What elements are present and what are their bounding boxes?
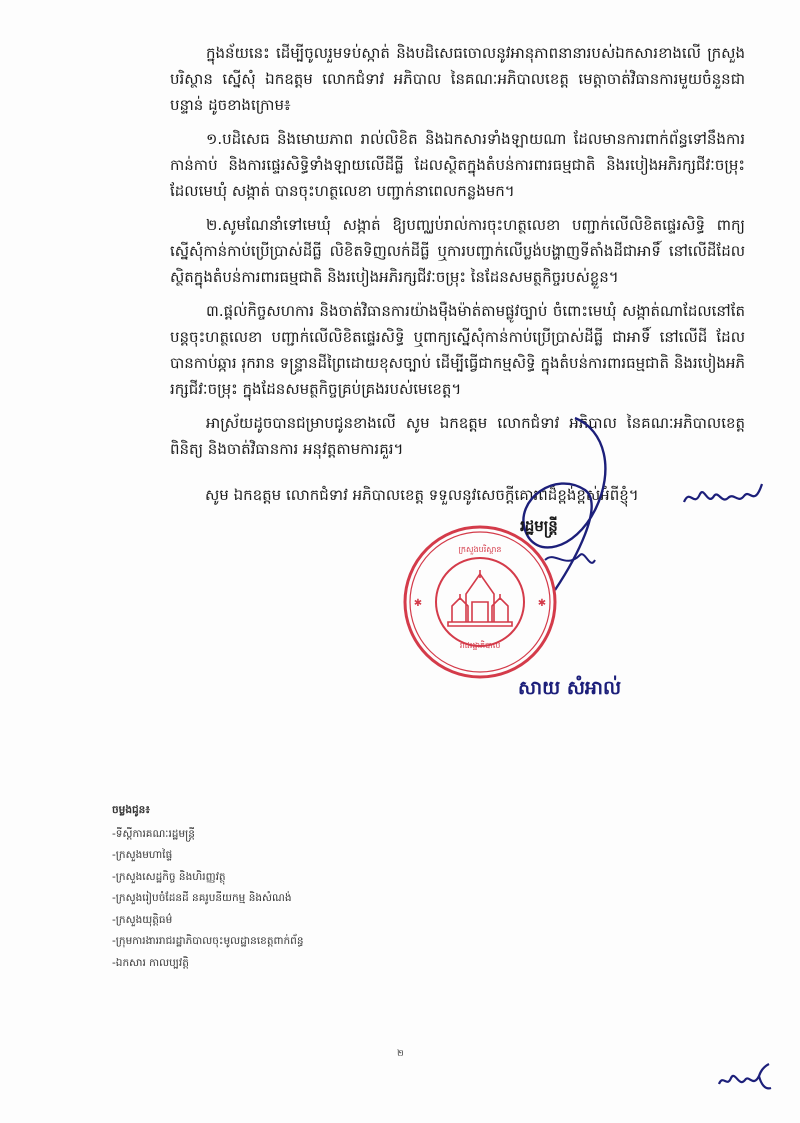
paragraph-item-3: ៣.ផ្តល់កិច្ចសហការ និងចាត់វិធានការយ៉ាងម៉ឺងម៉ាត់តាមផ្លូវច្បាប់ ចំពោះមេឃុំ សង្កាត់ណាដែលនៅតែបន្តចុះហត្ថលេខា បញ្ជាក់លើលិខិតផ្ទេរសិទ្ធិ ឬពាក្យស្នើសុំកាន់កាប់ប្រើប្រាស់ដីធ្លី ជាអាទិ៍ នៅលើដី ដែលបានកាប់ឆ្ការ រុករាន ទន្ទ្រានដីព្រៃដោយខុសច្បាប់ ដើម្បីធ្វើជាកម្មសិទ្ធិ ក្នុងតំបន់ការពារធម្មជាតិ និងរបៀងអភិរក្សជីវៈចម្រុះ ក្នុងដែនសមត្ថកិច្ចគ្រប់គ្រងរបស់មេខេត្ត។ bbox=[170, 302, 745, 398]
paragraph-conclusion: អាស្រ័យដូចបានជម្រាបជូនខាងលើ សូម ឯកឧត្តម លោកជំទាវ អភិបាល នៃគណៈអភិបាលខេត្ត ពិនិត្យ និងចាត់វិធានការ អនុវត្តតាមការគួរ។ bbox=[170, 414, 745, 458]
ministry-seal-icon bbox=[400, 522, 560, 682]
page-number: ២ bbox=[397, 1049, 404, 1059]
seal-bottom-text: រាជរដ្ឋាភិបាល bbox=[459, 641, 501, 650]
page-initials-icon bbox=[715, 1060, 775, 1094]
svg-text:✱: ✱ bbox=[413, 598, 423, 609]
closing-line: សូម ឯកឧត្តម លោកជំទាវ អភិបាលខេត្ត ទទួលនូវសេចក្តីគោរពដ៏ខ្ពង់ខ្ពស់អំពីខ្ញុំ។ bbox=[205, 486, 639, 504]
svg-text:✱: ✱ bbox=[537, 598, 547, 609]
recipient-item: -ក្រសួងមហាផ្ទៃ bbox=[112, 849, 173, 861]
signer-title: រដ្ឋមន្ត្រី bbox=[520, 517, 558, 535]
paragraph-item-1: ១.បដិសេធ និងមោឃភាព រាល់លិខិត និងឯកសារទាំងឡាយណា ដែលមានការពាក់ព័ន្ធទៅនឹងការកាន់កាប់ និងការផ្ទេរសិទ្ធិទាំងឡាយលើដីធ្លី ដែលស្ថិតក្នុងតំបន់ការពារធម្មជាតិ និងរបៀងអភិរក្សជីវៈចម្រុះ ដែលមេឃុំ សង្កាត់ បានចុះហត្ថលេខា បញ្ជាក់នាពេលកន្លងមក។ bbox=[170, 130, 745, 200]
recipient-item: -ទីស្តីការគណៈរដ្ឋមន្ត្រី bbox=[112, 827, 195, 840]
initial-scribble-icon bbox=[680, 478, 770, 514]
recipient-item: -ក្រសួងសេដ្ឋកិច្ច និងហិរញ្ញវត្ថុ bbox=[112, 870, 226, 883]
letter-body bbox=[170, 40, 745, 470]
paragraph-item-2: ២.សូមណែនាំទៅមេឃុំ សង្កាត់ ឱ្យបញ្ឈប់រាល់ការចុះហត្ថលេខា បញ្ជាក់លើលិខិតផ្ទេរសិទ្ធិ ពាក្យស្នើសុំកាន់កាប់ប្រើប្រាស់ដីធ្លី លិខិតទិញលក់ដីធ្លី ឬការបញ្ជាក់លើប្លង់បង្ហាញទីតាំងដីជាអាទិ៍ នៅលើដីដែលស្ថិតក្នុងតំបន់ការពារធម្មជាតិ និងរបៀងអភិរក្សជីវៈចម្រុះ នៃដែនសមត្ថកិច្ចរបស់ខ្លួន។ bbox=[170, 216, 745, 286]
copy-to-list bbox=[112, 800, 304, 974]
recipient-item: -ក្រសួងយុត្តិធម៌ bbox=[112, 913, 173, 926]
recipient-item: -ក្រសួងរៀបចំដែនដី នគរូបនីយកម្ម និងសំណង់ bbox=[112, 892, 292, 904]
signer-name: សាយ សំអាល់ bbox=[518, 677, 622, 699]
copy-to-heading: ចម្លងជូន៖ bbox=[112, 804, 150, 816]
paragraph-intro: ក្នុងន័យនេះ ដើម្បីចូលរួមទប់ស្កាត់ និងបដិសេធចោលនូវអានុភាពនានារបស់ឯកសារខាងលើ ក្រសួងបរិស្ថាន ស្នើសុំ ឯកឧត្តម លោកជំទាវ អភិបាល នៃគណៈអភិបាលខេត្ត មេត្តាចាត់វិធានការមួយចំនួនជាបន្ទាន់ ដូចខាងក្រោម៖ bbox=[170, 44, 745, 114]
recipient-item: -ក្រុមការងាររាជរដ្ឋាភិបាលចុះមូលដ្ឋានខេត្តពាក់ព័ន្ធ bbox=[112, 935, 304, 947]
recipient-item: -ឯកសារ កាលប្បវត្តិ bbox=[112, 956, 189, 969]
seal-top-text: ក្រសួងបរិស្ថាន bbox=[458, 545, 502, 554]
